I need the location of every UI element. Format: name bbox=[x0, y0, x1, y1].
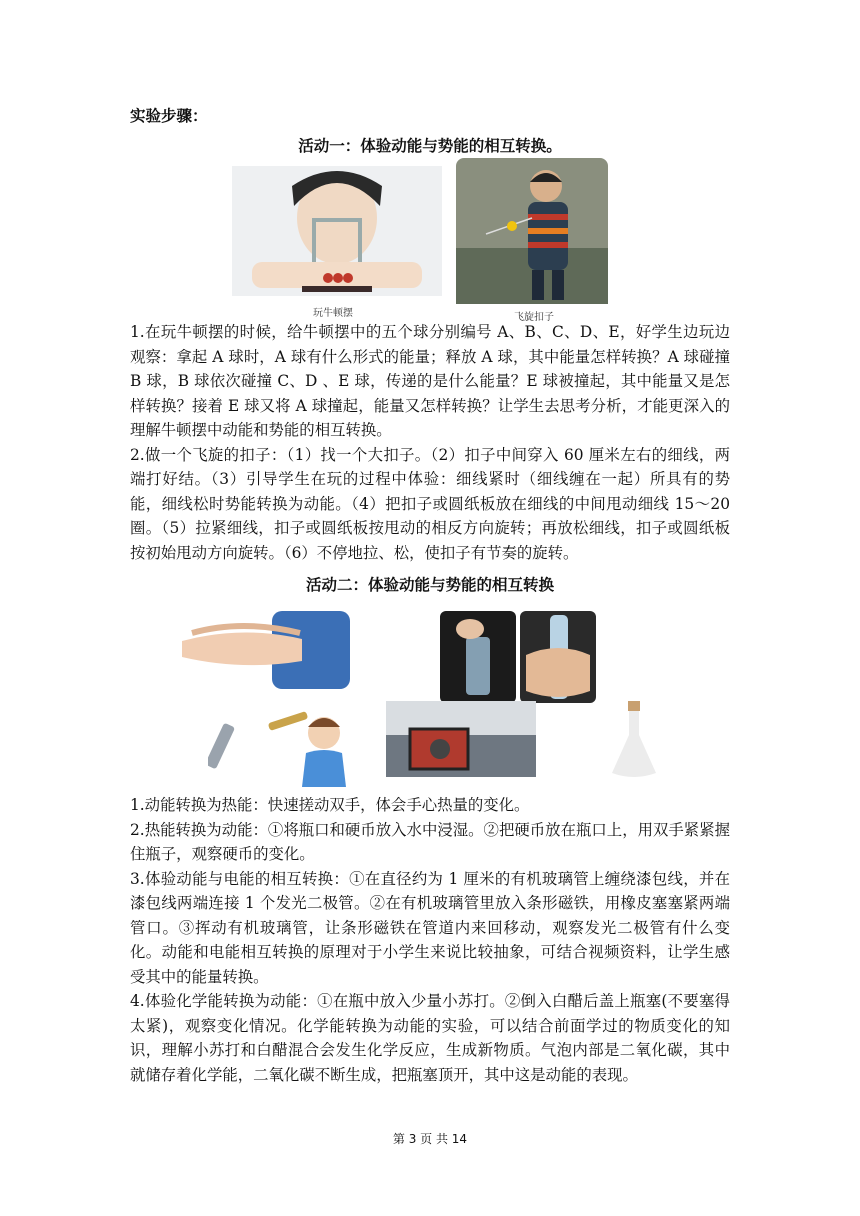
activity1-photos bbox=[130, 158, 730, 323]
flask-photo bbox=[606, 699, 662, 781]
newton-cradle-caption: 玩牛顿摆 bbox=[313, 308, 353, 319]
activity2-paragraph-1: 1.动能转换为热能：快速搓动双手，体会手心热量的变化。 bbox=[130, 796, 530, 814]
rubbing-hands-photo bbox=[182, 611, 350, 693]
newton-cradle-photo bbox=[232, 166, 442, 296]
activity1-paragraph-1: 1.在玩牛顿摆的时候，给牛顿摆中的五个球分别编号 A、B、C、D、E，好学生边玩边观察：拿起 A 球时，A 球有什么形式的能量；释放 A 球，其中能量怎样转换？A 球碰撞 B 球，B 球依次碰撞 C、D 、E 球，传递的是什么能量？E 球被撞起，其中能量又是怎样转换？接着 E 球又将 A 球撞起，能量又怎样转换？让学生去思考分析，才能更深入的理解牛顿摆中动能和势能的相互转换。 bbox=[130, 323, 730, 439]
bottle-coin-photo-2 bbox=[520, 611, 596, 703]
section-heading: 实验步骤： bbox=[130, 107, 208, 125]
activity1-title: 活动一：体验动能与势能的相互转换。 bbox=[298, 137, 562, 155]
activity2-photos bbox=[130, 603, 730, 783]
activity1-paragraph-2: 2.做一个飞旋的扣子：（1）找一个大扣子。（2）扣子中间穿入 60 厘米左右的细线，两端打好结。（3）引导学生在玩的过程中体验：细线紧时（细线缠在一起）所具有的势能，细线松时势能转换为动能。（4）把扣子或圆纸板放在细线的中间甩动细线 15～20 圈。（5）拉紧细线，扣子或圆纸板按甩动的相反方向旋转；再放松细线，扣子或圆纸板按初始甩动方向旋转。（6）不停地拉、松，使扣子有节奏的旋转。 bbox=[130, 445, 730, 562]
spinning-button-caption: 飞旋扣子 bbox=[514, 312, 554, 323]
generator-photo bbox=[386, 701, 536, 777]
spinning-button-photo bbox=[456, 158, 608, 304]
bottle-coin-photo-1 bbox=[440, 611, 516, 703]
activity2-title: 活动二：体验动能与势能的相互转换 bbox=[305, 576, 554, 594]
page-content bbox=[130, 104, 730, 1087]
activity2-paragraph-4: 4.体验化学能转换为动能：①在瓶中放入少量小苏打。②倒入白醋后盖上瓶塞(不要塞得太紧)，观察变化情况。化学能转换为动能的实验，可以结合前面学过的物质变化的知识，理解小苏打和白醋混合会发生化学反应，生成新物质。气泡内部是二氧化碳，其中就储存着化学能，二氧化碳不断生成，把瓶塞顶开，其中这是动能的表现。 bbox=[130, 992, 730, 1084]
page-footer: 第 3 页 共 14 bbox=[392, 1132, 468, 1146]
magnet-tube-boy-illustration bbox=[208, 703, 368, 789]
activity2-paragraph-3: 3.体验动能与电能的相互转换：①在直径约为 1 厘米的有机玻璃管上缠绕漆包线，并在漆包线两端连接 1 个发光二极管。②在有机玻璃管里放入条形磁铁，用橡皮塞塞紧两端管口。③挥动有机玻璃管，让条形磁铁在管道内来回移动，观察发光二极管有什么变化。动能和电能相互转换的原理对于小学生来说比较抽象，可结合视频资料，让学生感受其中的能量转换。 bbox=[130, 869, 730, 986]
activity2-paragraph-2: 2.热能转换为动能：①将瓶口和硬币放入水中浸湿。②把硬币放在瓶口上，用双手紧紧握住瓶子，观察硬币的变化。 bbox=[130, 820, 730, 863]
